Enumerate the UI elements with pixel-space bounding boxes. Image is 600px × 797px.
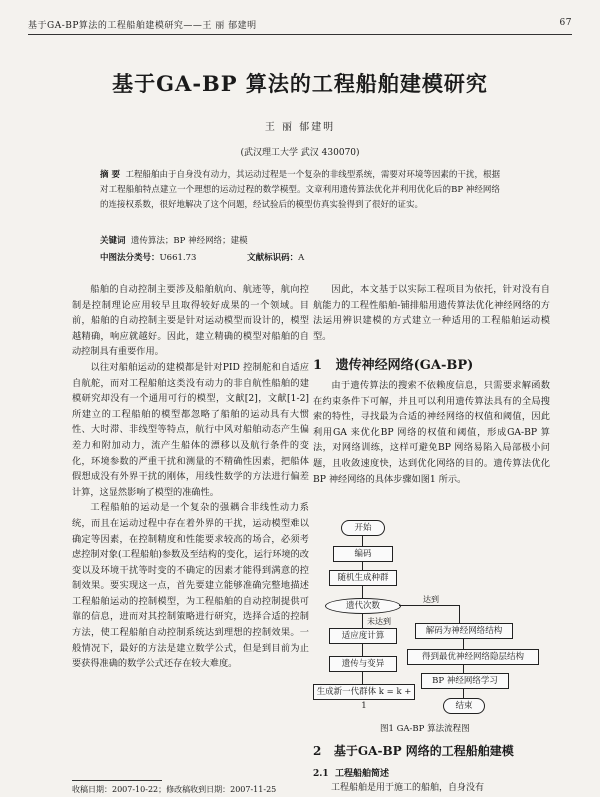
flow-best-hidden: 得到最优神经网络隐层结构 [407, 649, 539, 665]
paper-title: 基于GA-BP 算法的工程船舶建模研究 [112, 71, 488, 96]
left-paragraph: 工程船舶的运动是一个复杂的强耦合非线性动力系统，而且在运动过程中存在着外界的干扰，运动模型难以确定等因素，在控制精度和性能要求较高的场合，必须考虑控制对象(工程船舶)参数及至结构的变化，运行环境的改变以及环境干扰等时变的不确定的因素才能得到满意的控制效果。要实现这一点，首先要建立能够准确完整地描述工程船舶运动的控制模型，为工程船舶的自动控制提供可靠的信息，进而对其控制策略进行研究，选择合适的控制方法，使工程船舶自动控制系统达到理想的控制效果。一般情况下，最好的方法是建立数学公式，但是到目前为止要获得准确的数学公式还存在较大难度。 [72, 502, 309, 670]
abstract-text: 工程船舶由于自身没有动力，其运动过程是一个复杂的非线型系统，需要对环境等因素的干扰，根据对工程船舶特点建立一个理想的运动过程的数学模型。文章利用遗传算法优化并利用优化后的BP 神经网络的连接权系数，很好地解决了这个问题，经试验后的模型仿真实验得到了很好的证实。 [100, 170, 500, 210]
flow-label-reached: 达到 [423, 595, 439, 604]
subsection-text: 工程船舶是用于施工的船舶，自身没有 [331, 783, 485, 793]
flow-arrow [362, 586, 363, 598]
section-2-heading [313, 742, 514, 759]
clc-group [100, 253, 220, 263]
doc-group [247, 253, 328, 263]
right-intro [313, 282, 550, 344]
flow-arrow [463, 689, 464, 698]
flow-label-not-reached: 未达到 [367, 617, 391, 626]
flow-fitness: 适应度计算 [329, 628, 397, 644]
figure-caption: 图1 GA-BP 算法流程图 [380, 724, 470, 734]
flow-new-gen: 生成新一代群体 k = k + 1 [313, 684, 415, 700]
ga-bp-flowchart [313, 518, 550, 718]
keywords [100, 234, 500, 246]
flow-arrow [399, 605, 459, 606]
running-header [28, 18, 572, 31]
clc-value: U661.73 [159, 253, 197, 263]
flow-init-pop: 随机生成种群 [329, 570, 397, 586]
keywords-label: 关键词 [100, 236, 126, 246]
flow-arrow [463, 639, 464, 649]
section-1-number: 1 [313, 358, 323, 373]
page-number: 67 [559, 18, 572, 28]
classification [100, 251, 500, 263]
affiliation: (武汉理工大学 武汉 430070) [240, 148, 360, 158]
left-column [72, 282, 309, 672]
running-title: 基于GA-BP算法的工程船舶建模研究——王 丽 郁建明 [28, 21, 257, 31]
section-1-heading [313, 354, 473, 373]
flow-end: 结束 [443, 698, 485, 714]
authors: 王 丽 郁建明 [264, 122, 336, 133]
flow-arrow [362, 644, 363, 656]
left-paragraph: 以往对船舶运动的建模都是针对PID 控制舵和自适应自航舵，而对工程船舶这类没有动力的非自航性船舶的建模研究却没有一个通用可行的模型，文献[2]，文献[1-2]所建立的工程船舶的模型都忽略了船舶的运动具有大惯性、大时滞、非线型等特点，航行中风对船舶动态产生偏差力和附加动力，流产生船体的漂移以及航行条件的变化，环境参数的严重干扰和测量的不精确性因素，把船体假想成没有外界干扰的刚体，用线性数学的方法进行偏差计算，这显然影响了模型的准确性。 [72, 361, 309, 498]
flow-start: 开始 [341, 520, 385, 536]
section-1-title: 遗传神经网络(GA-BP) [335, 358, 474, 373]
keywords-text: 遗传算法；BP 神经网络；建模 [130, 236, 248, 246]
flow-arrow [362, 562, 363, 570]
footnote-rule [72, 780, 162, 781]
subsection-number: 2.1 [313, 769, 329, 779]
section-2-title: 基于GA-BP 网络的工程船舶建模 [333, 744, 514, 758]
intro-paragraph: 因此，本文基于以实际工程项目为依托，针对没有自航能力的工程性船舶-铺排船用遗传算法优化神经网络的方法运用辨识建模的方式建立一种适用的工程船舶运动模型。 [313, 284, 550, 342]
flow-decode: 解码为神经网络结构 [415, 623, 513, 639]
flow-arrow [362, 672, 363, 684]
section-1-text: 由于遗传算法的搜索不依赖度信息，只需要求解函数在约束条件下可解，并且可以利用遗传算法具有的全局搜索的特性，寻找最为合适的神经网络的权值和阈值，因此利用GA 来优化BP 网络的权值和阈值，形成GA-BP 算法，对网络训练，这样可避免BP 网络易陷入局部极小问题，且收敛速度快，达到优化网络的目的。遗传算法优化BP 神经网络的具体步骤如图1 所示。 [313, 380, 550, 485]
flow-arrow [362, 536, 363, 546]
flow-arrow [362, 614, 363, 628]
clc-label: 中图法分类号： [100, 253, 160, 263]
section-2-number: 2 [313, 744, 322, 758]
doc-value: A [298, 253, 305, 263]
abstract-label: 摘 要 [100, 170, 120, 180]
flow-arrow [463, 665, 464, 673]
abstract [100, 168, 500, 213]
subsection-title: 工程船舶简述 [334, 769, 389, 779]
flow-max-gen: 遗代次数 [325, 598, 401, 614]
flow-select-cross: 遗传与变异 [329, 656, 397, 672]
flow-encode: 编码 [333, 546, 393, 562]
flow-arrow [459, 605, 460, 623]
flow-bp-learn: BP 神经网络学习 [421, 673, 509, 689]
left-paragraph: 船舶的自动控制主要涉及船舶航向、航迹等，航向控制是控制理论应用较早且取得较好成果的一个领域。目前，船舶的自动控制主要是针对运动模型而设计的，模型越精确，响应就越好。因此，建立精确的模型对船舶的自动控制具有重要作用。 [72, 284, 309, 358]
subsection-heading [313, 766, 389, 779]
header-rule [28, 34, 572, 35]
section-1-body [313, 378, 550, 487]
doc-label: 文献标识码： [247, 253, 299, 263]
received-date: 收稿日期：2007-10-22；修改稿收到日期：2007-11-25 [72, 785, 277, 794]
